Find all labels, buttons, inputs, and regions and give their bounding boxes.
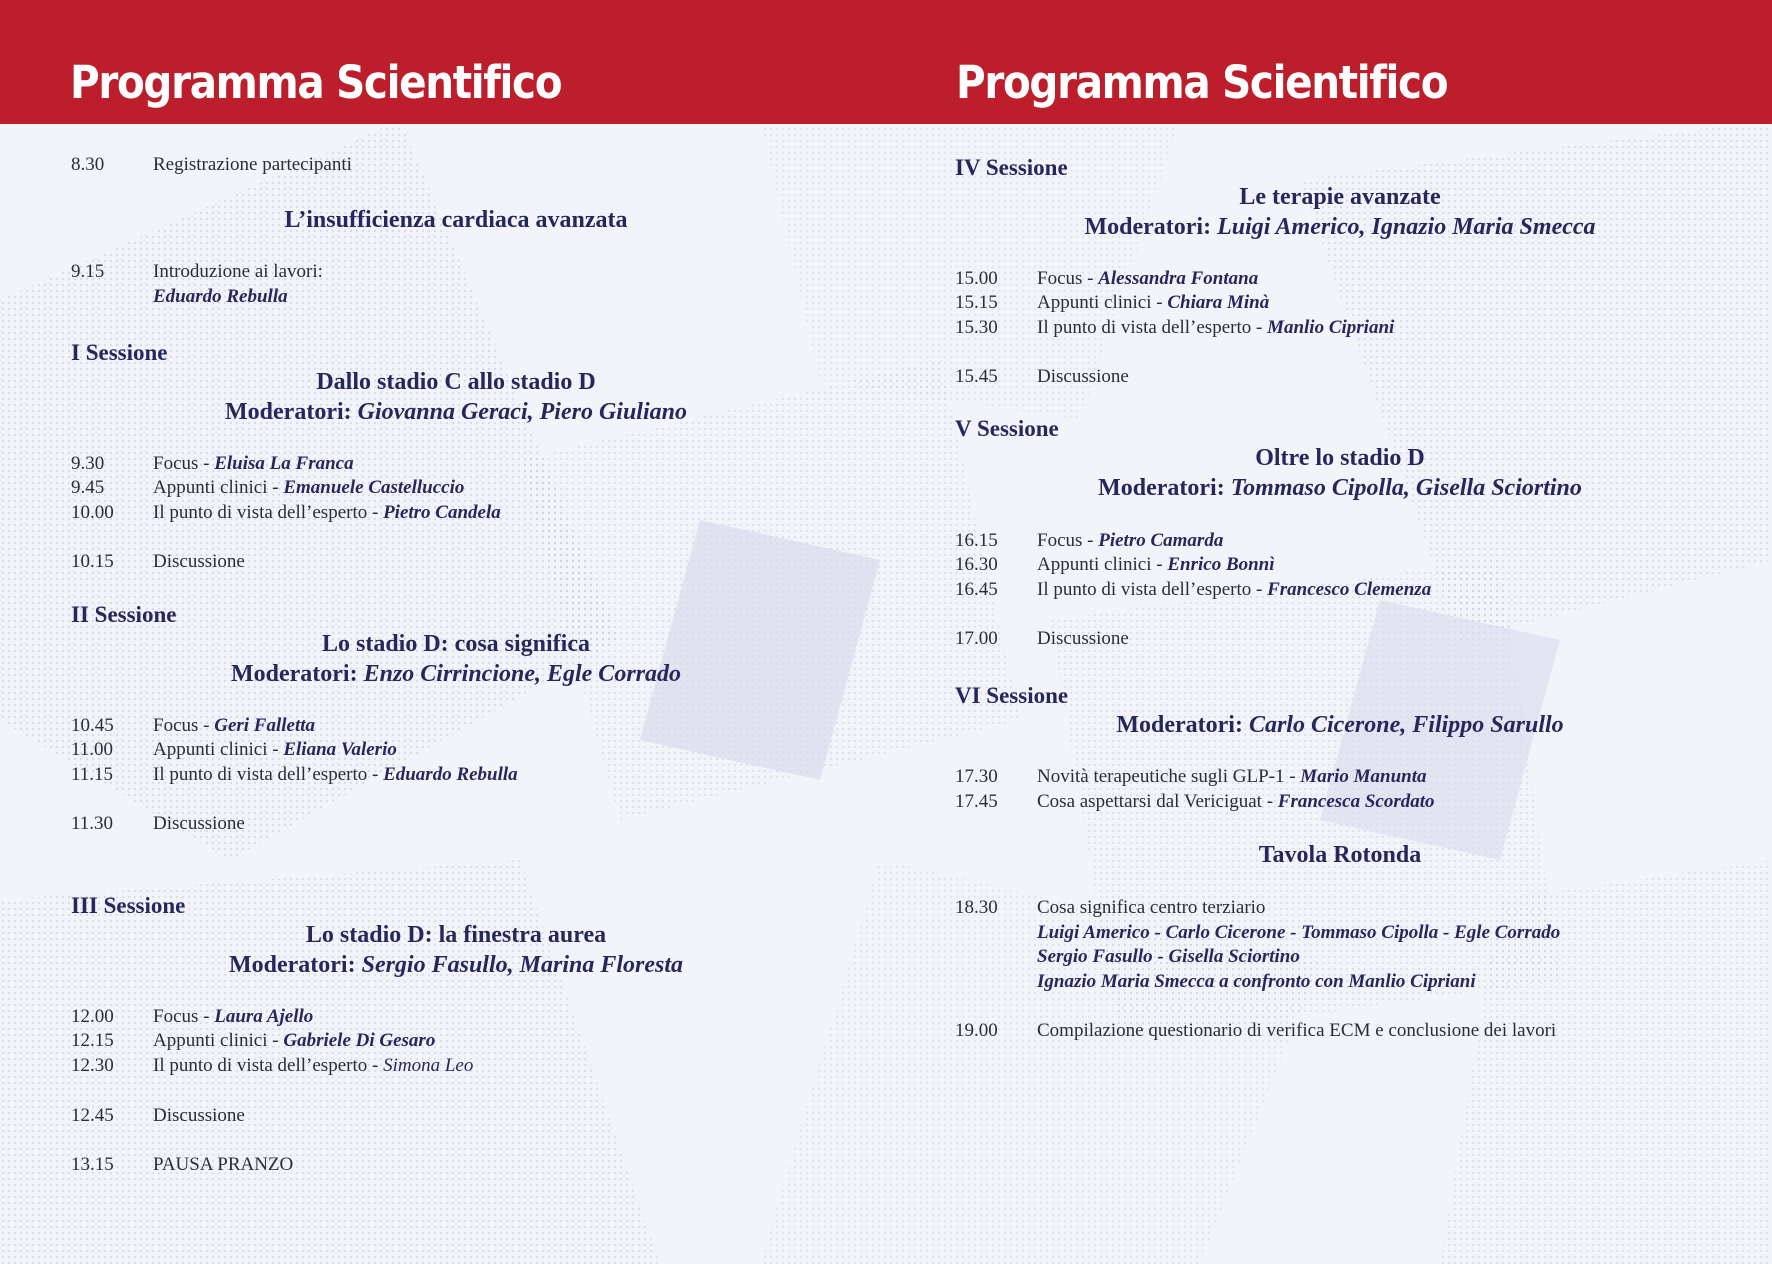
speaker: Laura Ajello [214,1006,314,1027]
activity: Discussione [1037,366,1129,387]
speaker: Francesca Scordato [1277,791,1435,812]
session-label: VI Sessione [955,683,1069,708]
time: 16.45 [955,579,998,600]
speaker: Simona Leo [383,1055,474,1076]
session-label: II Sessione [71,602,177,627]
time: 12.15 [71,1030,114,1051]
moderators-label: Moderatori: [1084,214,1212,240]
speaker: Mario Manunta [1300,766,1427,787]
session-label: I Sessione [71,340,168,365]
time: 16.30 [955,554,998,575]
speaker: Pietro Camarda [1098,530,1224,551]
activity: Appunti clinici - [1037,554,1168,575]
speaker: Enrico Bonnì [1167,554,1275,575]
activity: Introduzione ai lavori: [153,261,323,282]
moderators-names: Giovanna Geraci, Piero Giuliano [357,399,687,425]
activity: Novità terapeutiche sugli GLP-1 - [1037,766,1301,787]
header-bar [0,0,1772,124]
activity: Il punto di vista dell’esperto - [1037,317,1268,338]
activity: Discussione [153,1105,245,1126]
speaker: Chiara Minà [1167,292,1270,313]
moderators-label: Moderatori: [228,952,356,978]
activity: Cosa aspettarsi dal Vericiguat - [1037,791,1278,812]
activity: Appunti clinici - [153,1030,284,1051]
session-moderators [955,710,1725,740]
activity: Discussione [153,813,245,834]
session-label: IV Sessione [955,155,1068,180]
right-page-title: Programma Scientifico [956,56,1448,109]
moderators-label: Moderatori: [1116,712,1243,738]
activity: PAUSA PRANZO [153,1154,294,1175]
time: 9.30 [71,453,105,474]
session-title: Dallo stadio C allo stadio D [316,369,596,395]
speaker: Ignazio Maria Smecca a confronto con Manlio Cipriani [1037,971,1476,992]
speaker: Eliana Valerio [283,739,397,760]
activity: Focus - [153,453,215,474]
session-moderators [71,397,841,427]
time: 17.00 [955,628,998,649]
main-topic-title: L’insufficienza cardiaca avanzata [284,207,628,233]
moderators-label: Moderatori: [225,399,352,425]
moderators-names: Tommaso Cipolla, Gisella Sciortino [1230,475,1582,501]
session-title: Le terapie avanzate [1239,184,1441,210]
activity: Il punto di vista dell’esperto - [153,764,384,785]
time: 12.00 [71,1006,114,1027]
time: 11.30 [71,813,114,834]
activity: Il punto di vista dell’esperto - [153,502,384,523]
speaker: Geri Falletta [214,715,316,736]
moderators-names: Luigi Americo, Ignazio Maria Smecca [1217,214,1596,240]
time: 15.00 [955,268,998,289]
session-label: III Sessione [71,893,186,918]
time: 10.00 [71,502,114,523]
speaker: Eluisa La Franca [214,453,354,474]
left-page-title: Programma Scientifico [70,56,562,109]
time: 10.45 [71,715,114,736]
time: 18.30 [955,897,998,918]
time: 8.30 [71,154,105,175]
activity: Focus - [153,715,215,736]
speaker: Gabriele Di Gesaro [283,1030,436,1051]
time: 15.15 [955,292,998,313]
session-title: Lo stadio D: cosa significa [321,631,590,657]
moderators-names: Carlo Cicerone, Filippo Sarullo [1248,712,1564,738]
speaker: Manlio Cipriani [1267,317,1395,338]
time: 17.45 [955,791,998,812]
moderators-names: Sergio Fasullo, Marina Floresta [361,952,684,978]
activity: Appunti clinici - [1037,292,1168,313]
time: 15.30 [955,317,998,338]
time: 15.45 [955,366,998,387]
activity: Appunti clinici - [153,477,284,498]
speaker: Luigi Americo - Carlo Cicerone - Tommaso Cipolla - Egle Corrado [1037,922,1561,943]
activity: Cosa significa centro terziario [1037,897,1266,918]
time: 10.15 [71,551,114,572]
activity: Appunti clinici - [153,739,284,760]
activity: Il punto di vista dell’esperto - [1037,579,1268,600]
session-moderators [955,473,1725,503]
time: 12.45 [71,1105,114,1126]
session-label: V Sessione [955,416,1059,441]
activity: Focus - [1037,268,1099,289]
activity: Il punto di vista dell’esperto - [153,1055,384,1076]
time: 16.15 [955,530,998,551]
speaker: Eduardo Rebulla [153,286,288,307]
session-moderators [71,659,841,689]
time: 12.30 [71,1055,114,1076]
round-table-title: Tavola Rotonda [1258,842,1422,868]
moderators-names: Enzo Cirrincione, Egle Corrado [363,661,681,687]
session-moderators [955,212,1725,242]
speaker: Sergio Fasullo - Gisella Sciortino [1037,946,1300,967]
moderators-label: Moderatori: [1098,475,1225,501]
time: 9.15 [71,261,105,282]
activity: Registrazione partecipanti [153,154,352,175]
speaker: Eduardo Rebulla [383,764,518,785]
session-moderators [71,950,841,980]
session-title: Lo stadio D: la finestra aurea [305,922,607,948]
activity: Discussione [1037,628,1129,649]
moderators-label: Moderatori: [230,661,358,687]
time: 17.30 [955,766,998,787]
speaker: Emanuele Castelluccio [283,477,465,498]
time: 13.15 [71,1154,114,1175]
activity: Discussione [153,551,245,572]
time: 9.45 [71,477,105,498]
activity: Compilazione questionario di verifica ECM e conclusione dei lavori [1037,1020,1557,1041]
activity: Focus - [153,1006,215,1027]
time: 11.15 [71,764,114,785]
speaker: Pietro Candela [383,502,501,523]
time: 11.00 [71,739,114,760]
activity: Focus - [1037,530,1099,551]
speaker: Francesco Clemenza [1267,579,1432,600]
session-title: Oltre lo stadio D [1255,445,1425,471]
speaker: Alessandra Fontana [1098,268,1259,289]
time: 19.00 [955,1020,998,1041]
